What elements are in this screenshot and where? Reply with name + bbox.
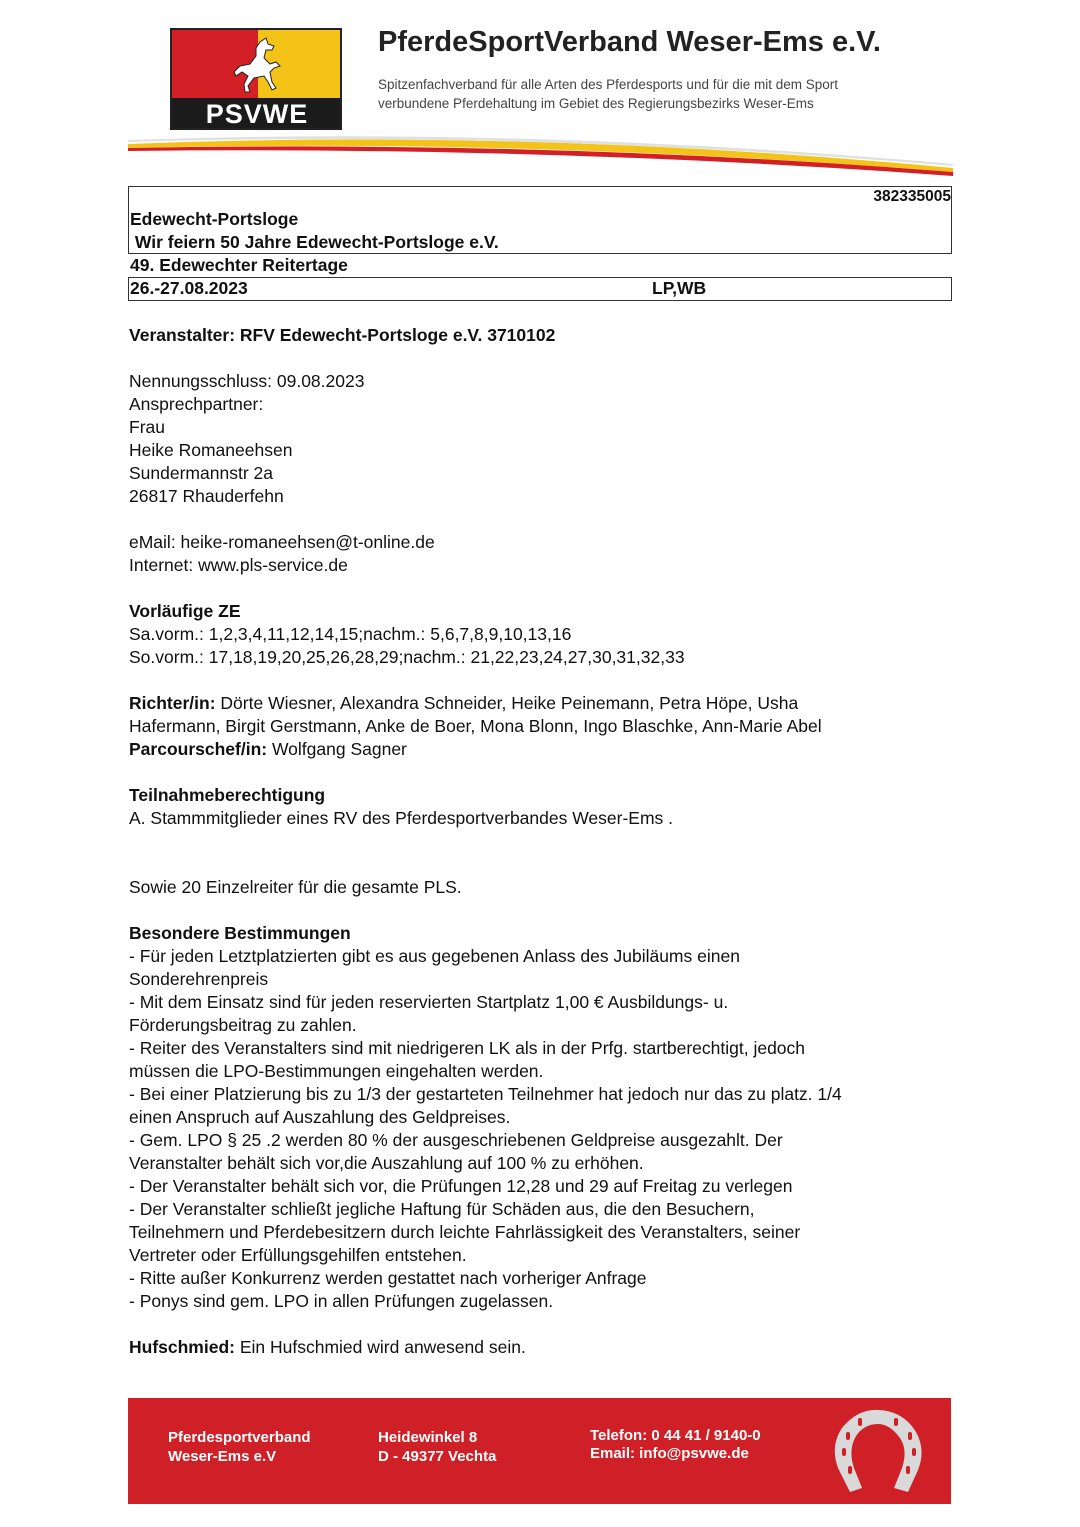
contact-label: Ansprechpartner:	[129, 394, 264, 414]
rules-line: - Reiter des Veranstalters sind mit niedrigeren LK als in der Prfg. startberechtigt, jedoch	[129, 1038, 806, 1058]
rules-line: - Gem. LPO § 25 .2 werden 80 % der ausgeschriebenen Geldpreise ausgezahlt. Der	[129, 1130, 783, 1150]
footer-address-line1: Heidewinkel 8	[378, 1429, 478, 1446]
rules-line: - Ritte außer Konkurrenz werden gestattet nach vorheriger Anfrage	[129, 1268, 647, 1288]
rules-line: einen Anspruch auf Auszahlung des Geldpreises.	[129, 1107, 511, 1127]
org-subtitle-line1: Spitzenfachverband für alle Arten des Pferdesports und für die mit dem Sport	[378, 77, 839, 92]
schedule-sunday: So.vorm.: 17,18,19,20,25,26,28,29;nachm.: 21,22,23,24,27,30,31,32,33	[129, 647, 685, 667]
event-number: 382335005	[873, 188, 951, 205]
course-label: Parcourschef/in:	[129, 739, 268, 759]
judges-names-1: Dörte Wiesner, Alexandra Schneider, Heike Peinemann, Petra Höpe, Usha	[215, 693, 799, 713]
footer-org-line1: Pferdesportverband	[168, 1429, 311, 1446]
footer-org-line2: Weser-Ems e.V	[168, 1448, 277, 1465]
organizer: Veranstalter: RFV Edewecht-Portsloge e.V. 3710102	[129, 325, 556, 345]
footer-email[interactable]: Email: info@psvwe.de	[590, 1445, 749, 1462]
rules-line: Sonderehrenpreis	[129, 969, 269, 989]
rules-line: - Ponys sind gem. LPO in allen Prüfungen zugelassen.	[129, 1291, 554, 1311]
rules-line: Veranstalter behält sich vor,die Auszahlung auf 100 % zu erhöhen.	[129, 1153, 644, 1173]
judges-line2: Hafermann, Birgit Gerstmann, Anke de Boer, Mona Blonn, Ingo Blaschke, Ann-Marie Abel	[129, 716, 822, 736]
footer-phone: Telefon: 0 44 41 / 9140-0	[590, 1427, 761, 1444]
contact-internet[interactable]: Internet: www.pls-service.de	[129, 555, 348, 575]
course-designer	[129, 738, 407, 761]
farrier-text: Ein Hufschmied wird anwesend sein.	[234, 1337, 526, 1357]
footer-address-line2: D - 49377 Vechta	[378, 1448, 497, 1465]
logo-text: PSVWE	[205, 99, 309, 129]
event-dates: 26.-27.08.2023	[130, 278, 248, 298]
event-location: Edewecht-Portsloge	[130, 209, 299, 229]
eligibility-extra: Sowie 20 Einzelreiter für die gesamte PLS.	[129, 877, 462, 897]
rules-line: - Der Veranstalter behält sich vor, die Prüfungen 12,28 und 29 auf Freitag zu verlegen	[129, 1176, 793, 1196]
rules-line: - Mit dem Einsatz sind für jeden reservierten Startplatz 1,00 € Ausbildungs- u.	[129, 992, 729, 1012]
contact-email[interactable]: eMail: heike-romaneehsen@t-online.de	[129, 532, 435, 552]
eligibility-line-a: A. Stammmitglieder eines RV des Pferdesportverbandes Weser-Ems .	[129, 808, 674, 828]
rules-line: Teilnehmern und Pferdebesitzern durch leichte Fahrlässigkeit des Veranstalters, seiner	[129, 1222, 801, 1242]
contact-street: Sundermannstr 2a	[129, 463, 273, 483]
horseshoe-icon	[828, 1406, 928, 1498]
judges-line1	[129, 692, 798, 715]
rules-line: - Bei einer Platzierung bis zu 1/3 der gestarteten Teilnehmer hat jedoch nur das zu platz. 1/4	[129, 1084, 842, 1104]
psvwe-logo	[170, 28, 342, 130]
footer	[128, 1398, 951, 1504]
judges-label: Richter/in:	[129, 693, 216, 713]
farrier	[129, 1336, 526, 1359]
contact-name: Heike Romaneehsen	[129, 440, 293, 460]
rules-heading: Besondere Bestimmungen	[129, 923, 351, 943]
rules-line: Vertreter oder Erfüllungsgehilfen entstehen.	[129, 1245, 467, 1265]
event-slogan: Wir feiern 50 Jahre Edewecht-Portsloge e.V.	[130, 232, 499, 252]
header-swoosh	[128, 134, 953, 179]
contact-salutation: Frau	[129, 417, 165, 437]
eligibility-heading: Teilnahmeberechtigung	[129, 785, 326, 805]
rules-line: Förderungsbeitrag zu zahlen.	[129, 1015, 357, 1035]
rules-line: - Der Veranstalter schließt jegliche Haftung für Schäden aus, die den Besuchern,	[129, 1199, 755, 1219]
rules-line: - Für jeden Letztplatzierten gibt es aus gegebenen Anlass des Jubiläums einen	[129, 946, 740, 966]
horse-icon	[230, 36, 286, 96]
event-date-box	[128, 277, 952, 301]
schedule-saturday: Sa.vorm.: 1,2,3,4,11,12,14,15;nachm.: 5,6,7,8,9,10,13,16	[129, 624, 572, 644]
rules-line: müssen die LPO-Bestimmungen eingehalten werden.	[129, 1061, 544, 1081]
event-type: LP,WB	[652, 278, 707, 298]
deadline: Nennungsschluss: 09.08.2023	[129, 371, 365, 391]
contact-city: 26817 Rhauderfehn	[129, 486, 284, 506]
farrier-label: Hufschmied:	[129, 1337, 235, 1357]
course-name: Wolfgang Sagner	[267, 739, 407, 759]
schedule-heading: Vorläufige ZE	[129, 601, 241, 621]
event-name: 49. Edewechter Reitertage	[130, 255, 348, 275]
org-title: PferdeSportVerband Weser-Ems e.V.	[378, 26, 881, 58]
org-subtitle-line2: verbundene Pferdehaltung im Gebiet des Regierungsbezirks Weser-Ems	[378, 96, 814, 111]
